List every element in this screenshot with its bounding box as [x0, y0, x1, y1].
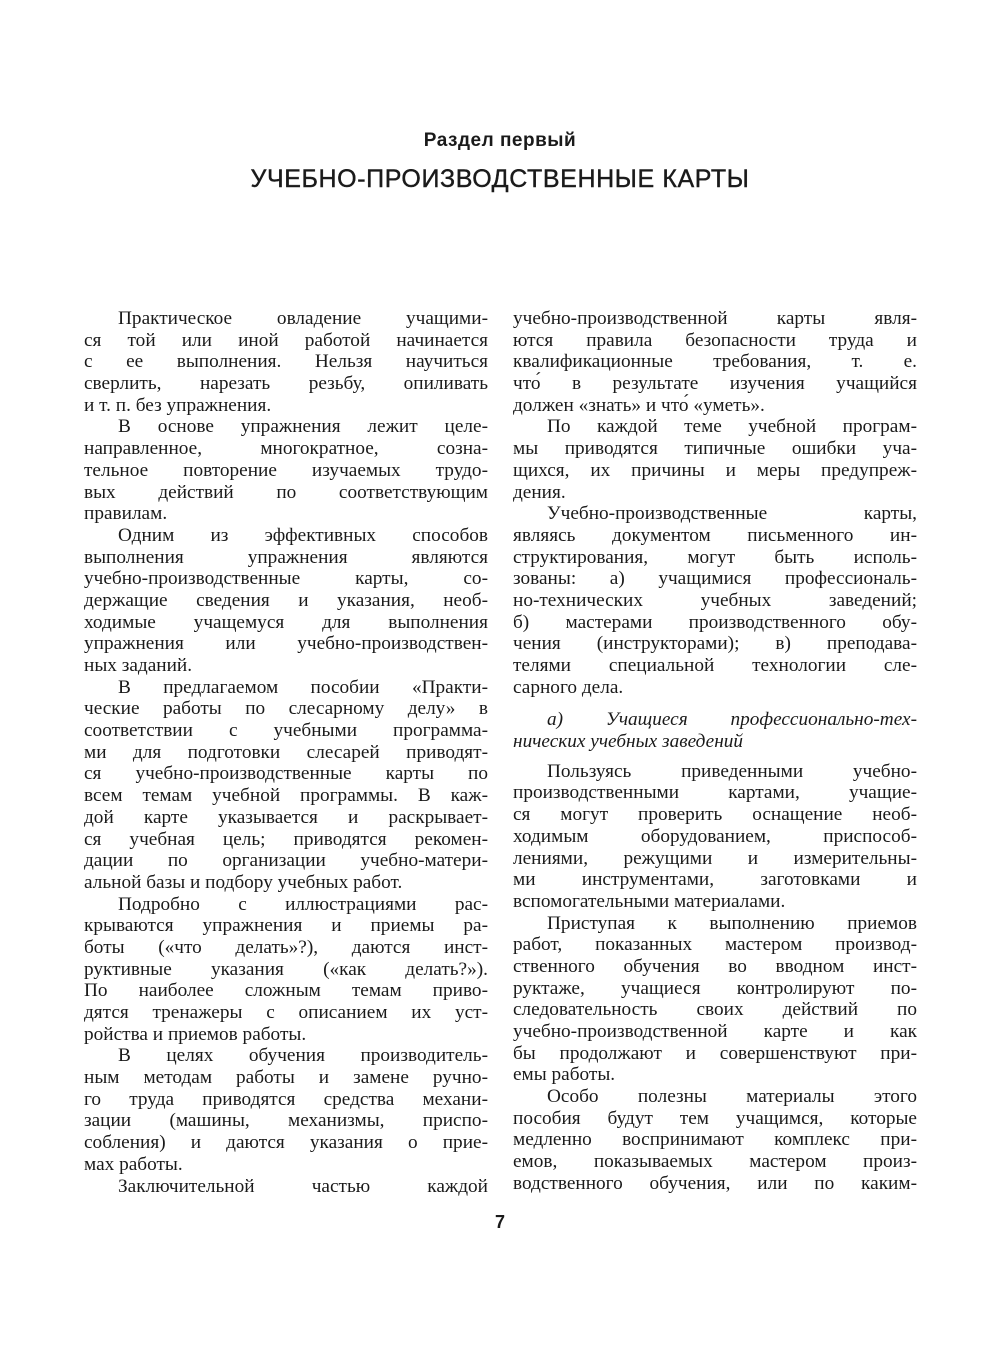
text-line: правилам.	[84, 503, 168, 525]
text-line: вспомогательными материалами.	[513, 890, 786, 912]
text-line: телями специальной технологии сле-	[513, 655, 917, 676]
text-line: боты («что делать»?), даются инст-	[84, 936, 488, 958]
paragraph	[513, 308, 917, 416]
text-line: По каждой теме учебной програм-	[547, 416, 917, 438]
text-line: руктивные указания («как делать?»).	[84, 958, 488, 980]
text-line: ственного обучения во вводном инст-	[513, 955, 917, 977]
text-line: структирования, могут быть исполь-	[513, 546, 917, 568]
text-line: крываются упражнения и приемы ра-	[84, 915, 488, 937]
text-line: собления) и даются указания о прие-	[84, 1132, 488, 1154]
text-line: пособия будут тем учащимся, которые	[513, 1107, 917, 1129]
text-line: мы приводятся типичные ошибки уча-	[513, 438, 917, 460]
text-column-right	[513, 308, 917, 1195]
text-line: являясь документом письменного ин-	[513, 524, 917, 546]
text-line: дятся тренажеры с описанием их уст-	[84, 1002, 488, 1023]
text-line: ми инструментами, заготовками и	[513, 869, 917, 891]
text-line: медленно воспринимают комплекс при-	[513, 1129, 917, 1151]
text-line: Практическое овладение учащими-	[118, 308, 488, 329]
subsection-heading	[513, 709, 917, 752]
text-column-left	[84, 308, 488, 1197]
text-line: держащие сведения и указания, необ-	[84, 589, 488, 611]
page-number: 7	[494, 1212, 505, 1232]
text-line: следовательность своих действий по	[513, 999, 917, 1021]
text-line: работ, показанных мастером производ-	[513, 934, 917, 956]
text-line: руктаже, учащиеся контролируют по-	[513, 977, 917, 999]
text-line: сарного дела.	[513, 676, 624, 698]
text-line: водственного обучения, или по каким-	[513, 1172, 917, 1194]
text-line: с ее выполнения. Нельзя научиться	[84, 351, 488, 373]
paragraph	[513, 913, 917, 1087]
text-line: зации (машины, механизмы, приспо-	[84, 1110, 488, 1132]
text-line: лениями, режущими и измерительны-	[513, 847, 917, 869]
text-line: производственными картами, учащие-	[513, 782, 917, 804]
text-line: В предлагаемом пособии «Практи-	[118, 676, 488, 698]
text-line: ходимые учащемуся для выполнения	[84, 611, 488, 633]
paragraph	[84, 677, 488, 894]
text-line: ройства и приемов работы.	[84, 1023, 307, 1045]
text-line: упражнения или учебно-производствен-	[84, 633, 488, 655]
text-line: Заключительной частью каждой	[118, 1175, 488, 1197]
text-line: учебно-производственной карты явля-	[513, 308, 917, 329]
text-line: чения (инструкторами); в) преподава-	[513, 633, 917, 655]
text-line: ются правила безопасности труда и	[513, 329, 917, 351]
text-line: Пользуясь приведенными учебно-	[547, 760, 917, 782]
section-title: УЧЕБНО-ПРОИЗВОДСТВЕННЫЕ КАРТЫ	[250, 165, 750, 193]
text-line: соответствии с учебными программа-	[84, 720, 488, 742]
text-line: По наиболее сложным темам приво-	[84, 980, 488, 1002]
text-line: нических учебных заведений	[513, 731, 744, 753]
text-line: но-технических учебных заведений;	[513, 589, 917, 611]
text-line: го труда приводятся средства механи-	[84, 1088, 488, 1110]
text-line: емов, показываемых мастером произ-	[513, 1151, 917, 1173]
text-line: зованы: а) учащимися профессиональ-	[513, 568, 917, 590]
text-line: Подробно с иллюстрациями рас-	[118, 893, 488, 915]
paragraph	[513, 761, 917, 913]
text-line: учебно-производственные карты, со-	[84, 568, 488, 590]
text-line: и т. п. без упражнения.	[84, 394, 272, 416]
text-line: дения.	[513, 481, 566, 503]
text-line: учебно-производственной карте и как	[513, 1021, 917, 1042]
text-line: бы продолжают и совершенствуют при-	[513, 1042, 917, 1064]
text-line: направленное, многократное, созна-	[84, 438, 488, 460]
text-line: дой карте указывается и раскрывает-	[84, 806, 488, 828]
text-line: мах работы.	[84, 1153, 183, 1175]
text-line: всем темам учебной программы. В каж-	[84, 785, 488, 807]
text-line: дации по организации учебно-матери-	[84, 850, 488, 872]
text-line: емы работы.	[513, 1064, 616, 1086]
paragraph	[84, 416, 488, 524]
text-line: ми для подготовки слесарей приводят-	[84, 741, 488, 763]
text-line: а) Учащиеся профессионально-тех-	[547, 709, 917, 731]
text-line: выполнения упражнения являются	[84, 546, 488, 568]
paragraph	[513, 1086, 917, 1194]
paragraph	[513, 416, 917, 503]
paragraph	[513, 503, 917, 698]
text-line: ся учебная цель; приводятся рекомен-	[84, 828, 488, 850]
text-line: что́ в результате изучения учащийся	[513, 373, 917, 395]
text-line: ных заданий.	[84, 655, 193, 676]
text-line: ся могут проверить оснащение необ-	[513, 804, 917, 826]
text-line: тельное повторение изучаемых трудо-	[84, 459, 488, 481]
paragraph	[84, 894, 488, 1046]
text-line: Особо полезны материалы этого	[547, 1086, 917, 1108]
text-line: ческие работы по слесарному делу» в	[84, 698, 488, 720]
text-line: В основе упражнения лежит целе-	[118, 416, 488, 438]
text-line: щихся, их причины и меры предупреж-	[513, 459, 917, 481]
text-line: квалификационные требования, т. е.	[513, 351, 917, 373]
paragraph	[84, 1045, 488, 1175]
text-line: сверлить, нарезать резьбу, опиливать	[84, 373, 488, 395]
text-line: Приступая к выполнению приемов	[547, 912, 917, 934]
text-line: ся учебно-производственные карты по	[84, 763, 488, 785]
text-line: Учебно-производственные карты,	[547, 503, 917, 525]
text-line: вых действий по соответствующим	[84, 481, 488, 503]
text-line: ходимым оборудованием, приспособ-	[513, 825, 917, 847]
text-line: б) мастерами производственного обу-	[513, 611, 917, 633]
section-label: Раздел первый	[423, 130, 577, 151]
text-line: В целях обучения производитель-	[118, 1045, 488, 1067]
text-line: альной базы и подбору учебных работ.	[84, 871, 403, 893]
paragraph	[84, 308, 488, 416]
text-line: ся той или иной работой начинается	[84, 329, 488, 351]
text-line: ным методам работы и замене ручно-	[84, 1067, 488, 1089]
paragraph	[84, 525, 488, 677]
text-line: Одним из эффективных способов	[118, 524, 488, 546]
paragraph	[84, 1176, 488, 1198]
text-line: должен «знать» и что́ «уметь».	[513, 394, 765, 416]
